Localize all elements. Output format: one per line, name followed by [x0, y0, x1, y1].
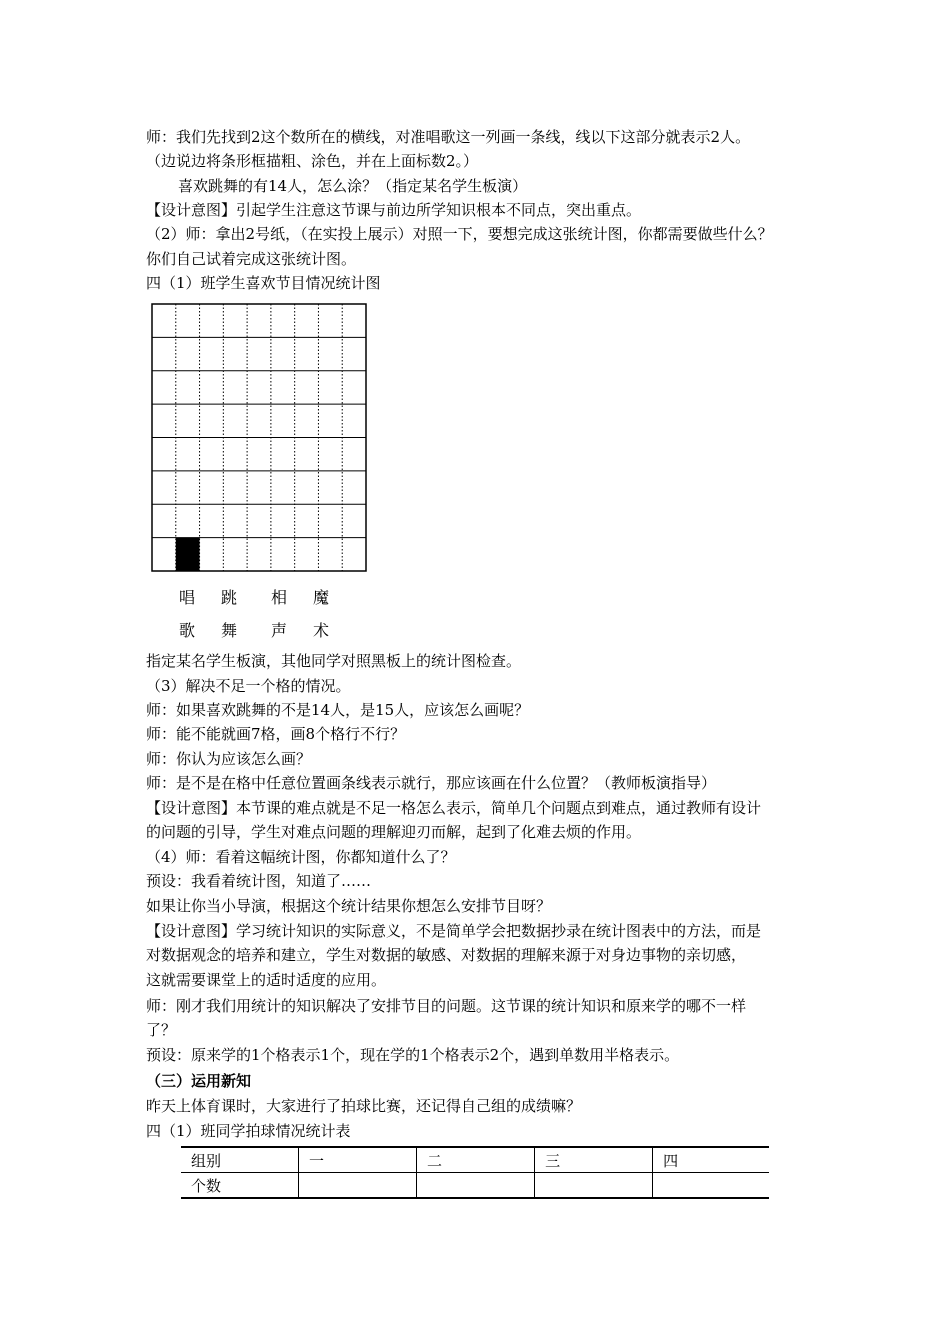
paragraph: （边说边将条形框描粗、涂色，并在上面标数2。）	[146, 152, 479, 170]
category-label: 跳	[221, 588, 238, 607]
table-cell: 四	[653, 1147, 769, 1173]
table-row	[181, 1147, 769, 1173]
paragraph: 【设计意图】本节课的难点就是不足一格怎么表示，简单几个问题点到难点，通过教师有设计	[146, 799, 762, 817]
paragraph: 师：刚才我们用统计的知识解决了安排节目的问题。这节课的统计知识和原来学的哪不一样	[146, 997, 747, 1015]
category-label: 歌	[179, 621, 196, 640]
category-label: 魔	[313, 588, 330, 607]
paragraph: 师：能不能就画7格，画8个格行不行？	[146, 725, 406, 743]
paragraph: （3）解决不足一个格的情况。	[146, 677, 351, 695]
table-cell	[299, 1173, 417, 1199]
paragraph: 喜欢跳舞的有14人，怎么涂？（指定某名学生板演）	[178, 177, 528, 195]
stats-table	[181, 1146, 769, 1199]
paragraph: 师：你认为应该怎么画？	[146, 750, 312, 768]
paragraph: 了？	[146, 1021, 177, 1039]
paragraph: 预设：原来学的1个格表示1个，现在学的1个格表示2个，遇到单数用半格表示。	[146, 1046, 680, 1064]
paragraph: （4）师：看着这幅统计图，你都知道什么了？	[146, 848, 456, 866]
paragraph: 你们自己试着完成这张统计图。	[146, 250, 357, 268]
table-cell: 组别	[181, 1147, 299, 1173]
paragraph: 如果让你当小导演，根据这个统计结果你想怎么安排节目呀？	[146, 897, 552, 915]
table-cell	[653, 1173, 769, 1199]
paragraph: 指定某名学生板演，其他同学对照黑板上的统计图检查。	[146, 652, 522, 670]
paragraph: 的问题的引导，学生对难点问题的理解迎刃而解，起到了化难去烦的作用。	[146, 823, 642, 841]
paragraph: 昨天上体育课时，大家进行了拍球比赛，还记得自己组的成绩嘛？	[146, 1097, 582, 1115]
paragraph: 【设计意图】引起学生注意这节课与前边所学知识根本不同点，突出重点。	[146, 201, 642, 219]
bar-chart-grid	[151, 303, 367, 572]
paragraph: （2）师：拿出2号纸，（在实投上展示）对照一下，要想完成这张统计图，你都需要做些什么？	[146, 225, 773, 243]
table-cell: 三	[535, 1147, 653, 1173]
paragraph: 对数据观念的培养和建立，学生对数据的敏感、对数据的理解来源于对身边事物的亲切感，	[146, 946, 747, 964]
category-label: 声	[271, 621, 288, 640]
chart-caption: 四（1）班学生喜欢节目情况统计图	[146, 274, 381, 292]
category-label: 术	[313, 621, 330, 640]
paragraph: 师：是不是在格中任意位置画条线表示就行，那应该画在什么位置？（教师板演指导）	[146, 774, 717, 792]
table-cell	[417, 1173, 535, 1199]
paragraph: 师：我们先找到2这个数所在的横线，对准唱歌这一列画一条线，线以下这部分就表示2人。	[146, 128, 751, 146]
chart-bar	[176, 538, 200, 571]
paragraph: 预设：我看着统计图，知道了……	[146, 872, 372, 890]
table-cell: 二	[417, 1147, 535, 1173]
category-label: 唱	[179, 588, 196, 607]
table-cell: 一	[299, 1147, 417, 1173]
section-heading: （三）运用新知	[146, 1072, 252, 1090]
category-label: 舞	[221, 621, 238, 640]
paragraph: 【设计意图】学习统计知识的实际意义，不是简单学会把数据抄录在统计图表中的方法，而是	[146, 922, 762, 940]
table-caption: 四（1）班同学拍球情况统计表	[146, 1122, 351, 1140]
table-cell	[535, 1173, 653, 1199]
table-cell: 个数	[181, 1173, 299, 1199]
paragraph: 师：如果喜欢跳舞的不是14人，是15人，应该怎么画呢？	[146, 701, 530, 719]
table-row	[181, 1173, 769, 1199]
category-label: 相	[271, 588, 288, 607]
paragraph: 这就需要课堂上的适时适度的应用。	[146, 971, 387, 989]
